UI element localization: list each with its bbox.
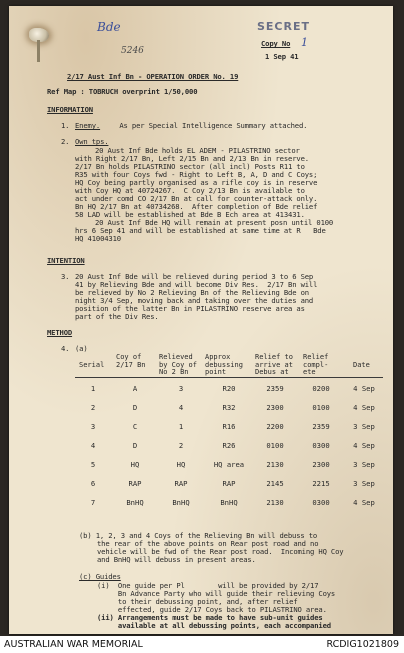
para2-number: 2. [61, 137, 70, 146]
table-cell-relief-arrive: 2300 [266, 403, 284, 412]
table-cell-relieved-by: BnHQ [172, 498, 190, 507]
para2-line: act under comd CO 2/17 Bn at call for counter-attack only. [75, 194, 318, 203]
para3-line: be relieved by No 2 Relieving Bn of the Relieving Bde on [75, 288, 309, 297]
para2-line: R35 with four Coys fwd - Right to Left B, A, D and C Coys; [75, 170, 318, 179]
table-cell-coy: D [132, 403, 138, 412]
para2-line: 2/17 Bn holds PILASTRINO sector (all incl) Posts R11 to [75, 162, 305, 171]
ref-map: Ref Map : TOBRUCH overprint 1/50,000 [47, 87, 198, 96]
table-cell-debussing-point: R26 [222, 441, 236, 450]
table-cell-coy: C [132, 422, 138, 431]
para2-line: 58 LAD will be established at Bde B Ech area at 413431. [75, 210, 305, 219]
table-cell-relieved-by: 1 [178, 422, 184, 431]
para4c-line: to their debussing point, and, after relief [97, 597, 298, 606]
para4b-line: vehicle will be fwd of the Rear post road. Incoming HQ Coy [97, 547, 344, 556]
table-cell-relief-complete: 0300 [312, 441, 330, 450]
para2-line: with Coy HQ at 40724267. C Coy 2/13 Bn is available to [75, 186, 305, 195]
para3-line: 20 Aust Inf Bde will be relieved during period 3 to 6 Sep [75, 272, 314, 281]
para4c-line: Bn Advance Party who will guide their relieving Coys [97, 589, 336, 598]
table-cell-relief-complete: 0300 [312, 498, 330, 507]
para4c-line: effected, guide 2/17 Coys back to PILASTRINO area. [97, 605, 327, 614]
table-cell-relief-arrive: 2200 [266, 422, 284, 431]
para2-line: 20 Aust Inf Bde holds EL ADEM - PILASTRINO sector [95, 146, 300, 155]
table-cell-coy: A [132, 384, 138, 393]
table-cell-relief-arrive: 2359 [266, 384, 284, 393]
para3-line: 41 by Relieving Bde and will become Div Res. 2/17 Bn will [75, 280, 318, 289]
para2-line: hrs 6 Sep 41 and will be established at same time at R Bde [75, 226, 326, 235]
table-cell-date: 3 Sep [353, 460, 375, 469]
table-cell-serial: 5 [90, 460, 96, 469]
table-cell-debussing-point: R32 [222, 403, 236, 412]
para4b-line: (b) 1, 2, 3 and 4 Coys of the Relieving Bn will debuss to [79, 531, 318, 540]
table-cell-date: 3 Sep [353, 422, 375, 431]
para3-line: night 3/4 Sep, moving back and taking over the duties and [75, 296, 314, 305]
copy-label: Copy No [261, 39, 291, 48]
table-cell-serial: 3 [90, 422, 96, 431]
table-cell-date: 4 Sep [353, 441, 375, 450]
para4-sub-a: (a) [75, 344, 88, 353]
table-cell-relieved-by: RAP [174, 479, 188, 488]
table-cell-debussing-point: HQ area [213, 460, 245, 469]
table-cell-relieved-by: 2 [178, 441, 184, 450]
secret-stamp: SECRET [257, 20, 310, 33]
para4c-line: available at all debussing points, each accompanied [97, 621, 331, 630]
para2-heading: Own tps. [75, 137, 109, 146]
table-header-relieved-by: Relieved by Coy of No 2 Bn [159, 353, 197, 377]
table-cell-relief-complete: 2300 [312, 460, 330, 469]
table-cell-relief-arrive: 2130 [266, 460, 284, 469]
archive-name: AUSTRALIAN WAR MEMORIAL [4, 639, 143, 650]
handwritten-bde: Bde [97, 20, 121, 34]
table-cell-serial: 6 [90, 479, 96, 488]
table-cell-serial: 2 [90, 403, 96, 412]
para4b-line: and BnHQ will debuss in present areas. [97, 555, 256, 564]
para3-number: 3. [61, 272, 70, 281]
table-cell-relief-arrive: 2130 [266, 498, 284, 507]
para2-line: Bn HQ 2/17 Bn at 40734268. After completion of Bde relief [75, 202, 318, 211]
archive-id: RCDIG1021809 [326, 639, 399, 650]
table-header-rule [75, 377, 383, 378]
table-header-relief-complete: Relief compl- ete [303, 353, 329, 377]
para2-line: HQ Coy being partly organised as a rifle coy is in reserve [75, 178, 318, 187]
table-cell-debussing-point: R16 [222, 422, 236, 431]
table-cell-date: 3 Sep [353, 479, 375, 488]
table-cell-coy: D [132, 441, 138, 450]
para2-line: 20 Aust Inf Bde HQ will remain at present posn until 0100 [95, 218, 334, 227]
table-header-serial: Serial [79, 361, 105, 369]
table-cell-coy: RAP [128, 479, 142, 488]
order-title: 2/17 Aust Inf Bn - OPERATION ORDER No. 19 [67, 72, 239, 81]
table-cell-date: 4 Sep [353, 403, 375, 412]
table-header-relief-arrive: Relief to arrive at Debus at [255, 353, 293, 377]
para1-heading: Enemy. [75, 121, 101, 130]
table-cell-relief-complete: 2359 [312, 422, 330, 431]
table-cell-relief-arrive: 2145 [266, 479, 284, 488]
para4c-line: (i) One guide per Pl will be provided by 2/17 [97, 581, 319, 590]
table-cell-relief-complete: 0200 [312, 384, 330, 393]
table-header-date: Date [353, 361, 370, 369]
table-cell-serial: 7 [90, 498, 96, 507]
table-cell-debussing-point: BnHQ [220, 498, 238, 507]
table-cell-relieved-by: 4 [178, 403, 184, 412]
table-cell-relief-complete: 2215 [312, 479, 330, 488]
pin-stem [37, 40, 40, 62]
table-cell-debussing-point: R20 [222, 384, 236, 393]
table-header-debussing-point: Approx debussing point [205, 353, 243, 377]
para3-line: part of the Div Res. [75, 312, 159, 321]
table-cell-serial: 4 [90, 441, 96, 450]
para4c-line: (ii) Arrangements must be made to have sub-unit guides [97, 613, 323, 622]
section-information: INFORMATION [47, 105, 93, 114]
table-cell-coy: BnHQ [126, 498, 144, 507]
section-intention: INTENTION [47, 256, 85, 265]
para2-line: with Right 2/17 Bn, Left 2/15 Bn and 2/13 Bn in reserve. [75, 154, 309, 163]
table-cell-date: 4 Sep [353, 384, 375, 393]
table-cell-relief-arrive: 0100 [266, 441, 284, 450]
para3-line: position of the latter Bn in PILASTRINO reserve area as [75, 304, 305, 313]
para4b-line: the rear of the above points on Rear post road and no [97, 539, 319, 548]
para1-text: As per Special Intelligence Summary attached. [111, 121, 308, 130]
table-cell-serial: 1 [90, 384, 96, 393]
para2-line: HQ 41004310 [75, 234, 121, 243]
table-cell-relieved-by: HQ [176, 460, 186, 469]
order-date: 1 Sep 41 [265, 52, 299, 61]
table-cell-coy: HQ [130, 460, 140, 469]
archive-footer [0, 636, 404, 653]
para1-number: 1. [61, 121, 70, 130]
para4-number: 4. [61, 344, 70, 353]
section-method: METHOD [47, 328, 73, 337]
table-header-coy: Coy of 2/17 Bn [116, 353, 146, 369]
table-cell-relieved-by: 3 [178, 384, 184, 393]
table-cell-relief-complete: 0100 [312, 403, 330, 412]
table-cell-debussing-point: RAP [222, 479, 236, 488]
table-cell-date: 4 Sep [353, 498, 375, 507]
para4c-heading: (c) Guides [79, 572, 121, 581]
handwritten-copy-number: 1 [301, 36, 308, 49]
handwritten-ref-number: 5246 [121, 46, 144, 56]
operation-order-page [9, 6, 393, 634]
